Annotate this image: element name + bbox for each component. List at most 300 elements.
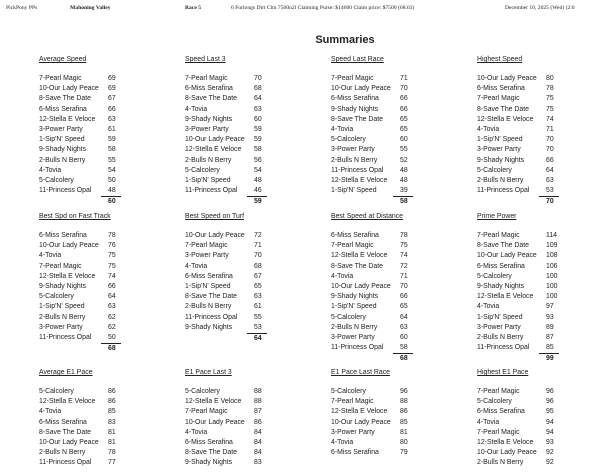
rating-value: 63	[254, 293, 262, 301]
list-item	[477, 313, 583, 323]
rating-value: 93	[546, 313, 554, 321]
rating-value: 63	[254, 105, 262, 113]
section-title: Average Speed	[39, 56, 87, 63]
horse-name: 2-Bulls N Berry	[477, 176, 524, 184]
list-item	[185, 251, 291, 261]
horse-name: 9-Shady Nights	[477, 156, 525, 164]
total-value: 60	[108, 198, 116, 206]
horse-name: 3-Power Party	[477, 146, 521, 154]
list-item	[477, 231, 583, 241]
rating-value: 80	[400, 438, 408, 446]
list-item	[331, 186, 437, 196]
rating-value: 63	[400, 323, 408, 331]
summary-section	[331, 368, 437, 458]
rating-value: 67	[108, 95, 116, 103]
section-rows	[477, 74, 583, 196]
section-rows	[477, 231, 583, 353]
summary-section	[477, 368, 583, 469]
horse-name: 4-Tovia	[331, 438, 354, 446]
rating-value: 64	[546, 166, 554, 174]
rating-value: 78	[108, 232, 116, 239]
section-title: Best Speed at Distance	[331, 213, 404, 220]
list-item	[477, 448, 583, 458]
list-item	[477, 115, 583, 125]
rating-value: 66	[108, 282, 116, 290]
rating-value: 67	[254, 272, 262, 280]
rating-value: 94	[546, 418, 554, 426]
rating-value: 71	[400, 272, 408, 280]
total-value: 58	[400, 198, 408, 206]
rating-value: 63	[108, 115, 116, 123]
rating-value: 60	[400, 333, 408, 341]
horse-name: 6-Miss Serafina	[331, 232, 379, 239]
list-item	[477, 292, 583, 302]
horse-name: 4-Tovia	[331, 125, 354, 133]
summary-section	[477, 55, 583, 206]
rating-value: 53	[254, 323, 262, 331]
horse-name: 8-Save The Date	[39, 95, 91, 103]
rating-value: 50	[108, 176, 116, 184]
horse-name: 11-Princess Opal	[477, 187, 530, 195]
list-item	[39, 458, 145, 468]
rating-value: 84	[254, 438, 262, 446]
rating-value: 74	[546, 115, 554, 123]
section-total	[185, 196, 291, 206]
list-item	[185, 166, 291, 176]
rating-value: 58	[400, 344, 408, 352]
list-item	[477, 333, 583, 343]
list-item	[39, 176, 145, 186]
page-title: Summaries	[315, 34, 375, 46]
rating-value: 65	[400, 115, 408, 123]
horse-name: 9-Shady Nights	[185, 115, 233, 123]
section-total	[477, 353, 583, 363]
rating-value: 65	[400, 303, 408, 311]
horse-name: 7-Pearl Magic	[185, 242, 228, 250]
list-item	[185, 387, 291, 397]
race-number: Race 5	[185, 5, 201, 11]
section-title: Highest E1 Pace	[477, 369, 529, 376]
rating-value: 100	[546, 282, 558, 290]
horse-name: 8-Save The Date	[185, 293, 237, 301]
horse-name: 1-Sip'N' Speed	[331, 187, 377, 195]
section-title: Best Speed on Turf	[185, 213, 244, 220]
rating-value: 59	[254, 125, 262, 133]
list-item	[185, 94, 291, 104]
horse-name: 10-Our Lady Peace	[39, 242, 99, 250]
rating-value: 83	[108, 418, 116, 426]
horse-name: 11-Princess Opal	[39, 333, 92, 341]
list-item	[331, 313, 437, 323]
horse-name: 12-Stella E Veloce	[477, 293, 534, 301]
rating-value: 66	[400, 105, 408, 113]
rating-value: 72	[400, 262, 408, 270]
rating-value: 83	[254, 459, 262, 467]
horse-name: 3-Power Party	[39, 323, 83, 331]
horse-name: 3-Power Party	[185, 252, 229, 260]
rating-value: 88	[254, 388, 262, 395]
horse-name: 1-Sip'N' Speed	[39, 136, 85, 144]
section-rows	[331, 231, 437, 353]
list-item	[185, 231, 291, 241]
horse-name: 4-Tovia	[477, 303, 500, 311]
section-title: E1 Pace Last Race	[331, 369, 390, 376]
horse-name: 10-Our Lady Peace	[477, 252, 537, 260]
list-item	[331, 166, 437, 176]
list-item	[477, 84, 583, 94]
list-item	[477, 428, 583, 438]
list-item	[185, 438, 291, 448]
brand-text: PickPony PPs	[6, 5, 38, 11]
rating-value: 62	[108, 323, 116, 331]
rating-value: 114	[546, 232, 557, 239]
horse-name: 3-Power Party	[39, 125, 83, 133]
rating-value: 48	[108, 187, 116, 195]
list-item	[39, 231, 145, 241]
horse-name: 11-Princess Opal	[477, 344, 530, 352]
horse-name: 9-Shady Nights	[331, 293, 379, 301]
total-value: 59	[254, 198, 262, 206]
list-item	[39, 418, 145, 428]
horse-name: 11-Princess Opal	[39, 459, 92, 467]
horse-name: 11-Princess Opal	[331, 166, 384, 174]
horse-name: 12-Stella E Veloce	[39, 272, 96, 280]
horse-name: 10-Our Lady Peace	[185, 136, 245, 144]
horse-name: 6-Miss Serafina	[477, 408, 525, 416]
list-item	[477, 418, 583, 428]
list-item	[185, 125, 291, 135]
rating-value: 85	[546, 344, 554, 352]
horse-name: 2-Bulls N Berry	[39, 313, 86, 321]
rating-value: 75	[108, 252, 116, 260]
list-item	[477, 397, 583, 407]
horse-name: 11-Princess Opal	[185, 313, 238, 321]
rating-value: 61	[108, 125, 116, 133]
horse-name: 12-Stella E Veloce	[331, 408, 388, 416]
list-item	[477, 186, 583, 196]
list-item	[331, 448, 437, 458]
horse-name: 9-Shady Nights	[39, 146, 87, 154]
list-item	[185, 145, 291, 155]
rating-value: 75	[546, 105, 554, 113]
horse-name: 5-Calcolery	[331, 136, 366, 144]
list-item	[331, 272, 437, 282]
list-item	[331, 387, 437, 397]
rating-value: 70	[400, 85, 408, 93]
horse-name: 5-Calcolery	[331, 388, 366, 395]
list-item	[185, 74, 291, 84]
track-name: Mahoning Valley	[70, 5, 111, 11]
horse-name: 4-Tovia	[185, 105, 208, 113]
horse-name: 8-Save The Date	[331, 115, 383, 123]
list-item	[39, 438, 145, 448]
list-item	[185, 448, 291, 458]
list-item	[477, 241, 583, 251]
horse-name: 4-Tovia	[185, 262, 208, 270]
list-item	[331, 302, 437, 312]
rating-value: 66	[400, 293, 408, 301]
horse-name: 12-Stella E Veloce	[185, 146, 242, 154]
list-item	[477, 343, 583, 353]
rating-value: 87	[254, 408, 262, 416]
list-item	[39, 251, 145, 261]
horse-name: 10-Our Lady Peace	[39, 438, 99, 446]
horse-name: 5-Calcolery	[185, 388, 220, 395]
horse-name: 7-Pearl Magic	[477, 428, 520, 436]
rating-value: 70	[400, 282, 408, 290]
list-item	[185, 282, 291, 292]
list-item	[39, 135, 145, 145]
list-item	[185, 302, 291, 312]
horse-name: 5-Calcolery	[477, 166, 512, 174]
rating-value: 81	[108, 428, 116, 436]
section-title: Average E1 Pace	[39, 369, 93, 376]
list-item	[39, 262, 145, 272]
summary-section	[331, 212, 437, 363]
list-item	[331, 407, 437, 417]
rating-value: 58	[254, 146, 262, 154]
rating-value: 64	[400, 313, 408, 321]
horse-name: 6-Miss Serafina	[185, 85, 233, 93]
horse-name: 10-Our Lady Peace	[185, 232, 245, 239]
horse-name: 4-Tovia	[39, 408, 62, 416]
horse-name: 7-Pearl Magic	[331, 75, 374, 82]
rating-value: 76	[108, 242, 116, 250]
section-title: E1 Pace Last 3	[185, 369, 232, 376]
rating-value: 59	[108, 136, 116, 144]
list-item	[331, 343, 437, 353]
list-item	[477, 74, 583, 84]
list-item	[477, 105, 583, 115]
summary-section	[331, 55, 437, 206]
horse-name: 2-Bulls N Berry	[185, 156, 232, 164]
section-total	[477, 196, 583, 206]
summary-section	[185, 368, 291, 469]
horse-name: 1-Sip'N' Speed	[477, 136, 523, 144]
rating-value: 60	[254, 115, 262, 123]
rating-value: 92	[546, 459, 554, 467]
rating-value: 50	[108, 333, 116, 341]
horse-name: 5-Calcolery	[39, 293, 74, 301]
section-total	[39, 196, 145, 206]
rating-value: 66	[400, 95, 408, 103]
horse-name: 7-Pearl Magic	[39, 75, 82, 82]
rating-value: 96	[546, 398, 554, 406]
rating-value: 66	[108, 105, 116, 113]
list-item	[185, 186, 291, 196]
summary-section	[39, 212, 145, 353]
rating-value: 84	[254, 428, 262, 436]
horse-name: 6-Miss Serafina	[477, 262, 525, 270]
list-item	[185, 105, 291, 115]
horse-name: 2-Bulls N Berry	[331, 323, 378, 331]
horse-name: 7-Pearl Magic	[331, 398, 374, 406]
rating-value: 109	[546, 242, 558, 250]
list-item	[185, 428, 291, 438]
rating-value: 69	[108, 75, 116, 82]
rating-value: 106	[546, 262, 558, 270]
section-title: Speed Last Race	[331, 56, 384, 63]
list-item	[477, 458, 583, 468]
rating-value: 48	[400, 166, 408, 174]
horse-name: 10-Our Lady Peace	[331, 282, 391, 290]
rating-value: 77	[108, 459, 116, 467]
rating-value: 54	[254, 166, 262, 174]
horse-name: 4-Tovia	[39, 166, 62, 174]
horse-name: 6-Miss Serafina	[185, 438, 233, 446]
section-rows	[477, 387, 583, 469]
list-item	[39, 387, 145, 397]
race-conditions: 6 Furlongs Dirt Clm 7500n2l Claiming Purse: $14600 Claim price: $7500 (68.63)	[231, 5, 415, 11]
rating-value: 55	[400, 146, 408, 154]
list-item	[477, 262, 583, 272]
summary-section	[39, 55, 145, 206]
list-item	[39, 302, 145, 312]
horse-name: 10-Our Lady Peace	[185, 418, 245, 426]
section-rows	[331, 387, 437, 458]
list-item	[477, 176, 583, 186]
horse-name: 7-Pearl Magic	[185, 408, 228, 416]
rating-value: 71	[400, 75, 408, 82]
horse-name: 6-Miss Serafina	[39, 418, 87, 426]
rating-value: 75	[108, 262, 116, 270]
rating-value: 84	[254, 449, 262, 457]
horse-name: 4-Tovia	[477, 418, 500, 426]
rating-value: 58	[108, 146, 116, 154]
rating-value: 46	[254, 187, 262, 195]
list-item	[39, 292, 145, 302]
list-item	[477, 302, 583, 312]
rating-value: 70	[254, 252, 262, 260]
rating-value: 88	[400, 398, 408, 406]
horse-name: 9-Shady Nights	[185, 323, 233, 331]
horse-name: 1-Sip'N' Speed	[185, 282, 231, 290]
list-item	[185, 176, 291, 186]
list-item	[185, 407, 291, 417]
list-item	[477, 125, 583, 135]
horse-name: 12-Stella E Veloce	[185, 398, 242, 406]
rating-value: 74	[400, 252, 408, 260]
horse-name: 1-Sip'N' Speed	[39, 303, 85, 311]
rating-value: 78	[108, 449, 116, 457]
rating-value: 78	[400, 232, 408, 239]
rating-value: 53	[546, 187, 554, 195]
horse-name: 9-Shady Nights	[39, 282, 87, 290]
horse-name: 9-Shady Nights	[477, 282, 525, 290]
rating-value: 63	[546, 176, 554, 184]
list-item	[477, 438, 583, 448]
rating-value: 68	[254, 85, 262, 93]
horse-name: 8-Save The Date	[477, 105, 529, 113]
list-item	[331, 438, 437, 448]
rating-value: 64	[108, 293, 116, 301]
horse-name: 5-Calcolery	[39, 388, 74, 395]
list-item	[477, 166, 583, 176]
section-title: Best Spd on Fast Track	[39, 213, 111, 220]
horse-name: 7-Pearl Magic	[477, 232, 520, 239]
horse-name: 7-Pearl Magic	[477, 95, 520, 103]
horse-name: 5-Calcolery	[39, 176, 74, 184]
rating-value: 55	[254, 313, 262, 321]
rating-value: 55	[108, 156, 116, 164]
list-item	[185, 241, 291, 251]
list-item	[39, 282, 145, 292]
rating-value: 70	[546, 136, 554, 144]
list-item	[185, 323, 291, 333]
horse-name: 8-Save The Date	[39, 428, 91, 436]
rating-value: 72	[254, 232, 262, 239]
list-item	[477, 407, 583, 417]
list-item	[331, 84, 437, 94]
horse-name: 6-Miss Serafina	[39, 232, 87, 239]
rating-value: 78	[546, 85, 554, 93]
rating-value: 80	[546, 75, 554, 82]
rating-value: 108	[546, 252, 558, 260]
rating-value: 66	[546, 156, 554, 164]
rating-value: 100	[546, 293, 558, 301]
summary-section	[39, 368, 145, 469]
section-title: Speed Last 3	[185, 56, 226, 63]
total-value: 99	[546, 355, 554, 363]
horse-name: 12-Stella E Veloce	[39, 398, 96, 406]
rating-value: 59	[254, 136, 262, 144]
rating-value: 79	[400, 449, 408, 457]
horse-name: 3-Power Party	[185, 125, 229, 133]
list-item	[39, 333, 145, 343]
rating-value: 86	[254, 418, 262, 426]
rating-value: 87	[546, 333, 554, 341]
horse-name: 2-Bulls N Berry	[331, 156, 378, 164]
list-item	[331, 156, 437, 166]
horse-name: 12-Stella E Veloce	[477, 115, 534, 123]
rating-value: 85	[400, 418, 408, 426]
section-title: Prime Power	[477, 213, 517, 220]
horse-name: 8-Save The Date	[477, 242, 529, 250]
section-rows	[39, 387, 145, 469]
list-item	[39, 323, 145, 333]
horse-name: 10-Our Lady Peace	[477, 75, 537, 82]
list-item	[185, 135, 291, 145]
rating-value: 63	[108, 303, 116, 311]
rating-value: 100	[546, 272, 558, 280]
list-item	[39, 105, 145, 115]
list-item	[185, 115, 291, 125]
horse-name: 5-Calcolery	[477, 398, 512, 406]
horse-name: 3-Power Party	[477, 323, 521, 331]
list-item	[39, 115, 145, 125]
list-item	[39, 407, 145, 417]
rating-value: 48	[254, 176, 262, 184]
list-item	[39, 241, 145, 251]
horse-name: 6-Miss Serafina	[331, 449, 379, 457]
list-item	[185, 292, 291, 302]
section-rows	[185, 387, 291, 469]
horse-name: 11-Princess Opal	[39, 187, 92, 195]
horse-name: 4-Tovia	[185, 428, 208, 436]
section-total	[39, 343, 145, 353]
horse-name: 9-Shady Nights	[331, 105, 379, 113]
list-item	[331, 231, 437, 241]
rating-value: 86	[400, 408, 408, 416]
list-item	[185, 458, 291, 468]
horse-name: 1-Sip'N' Speed	[185, 176, 231, 184]
list-item	[477, 94, 583, 104]
list-item	[477, 282, 583, 292]
horse-name: 12-Stella E Veloce	[477, 438, 534, 446]
list-item	[39, 186, 145, 196]
horse-name: 5-Calcolery	[185, 166, 220, 174]
summary-section	[185, 212, 291, 343]
